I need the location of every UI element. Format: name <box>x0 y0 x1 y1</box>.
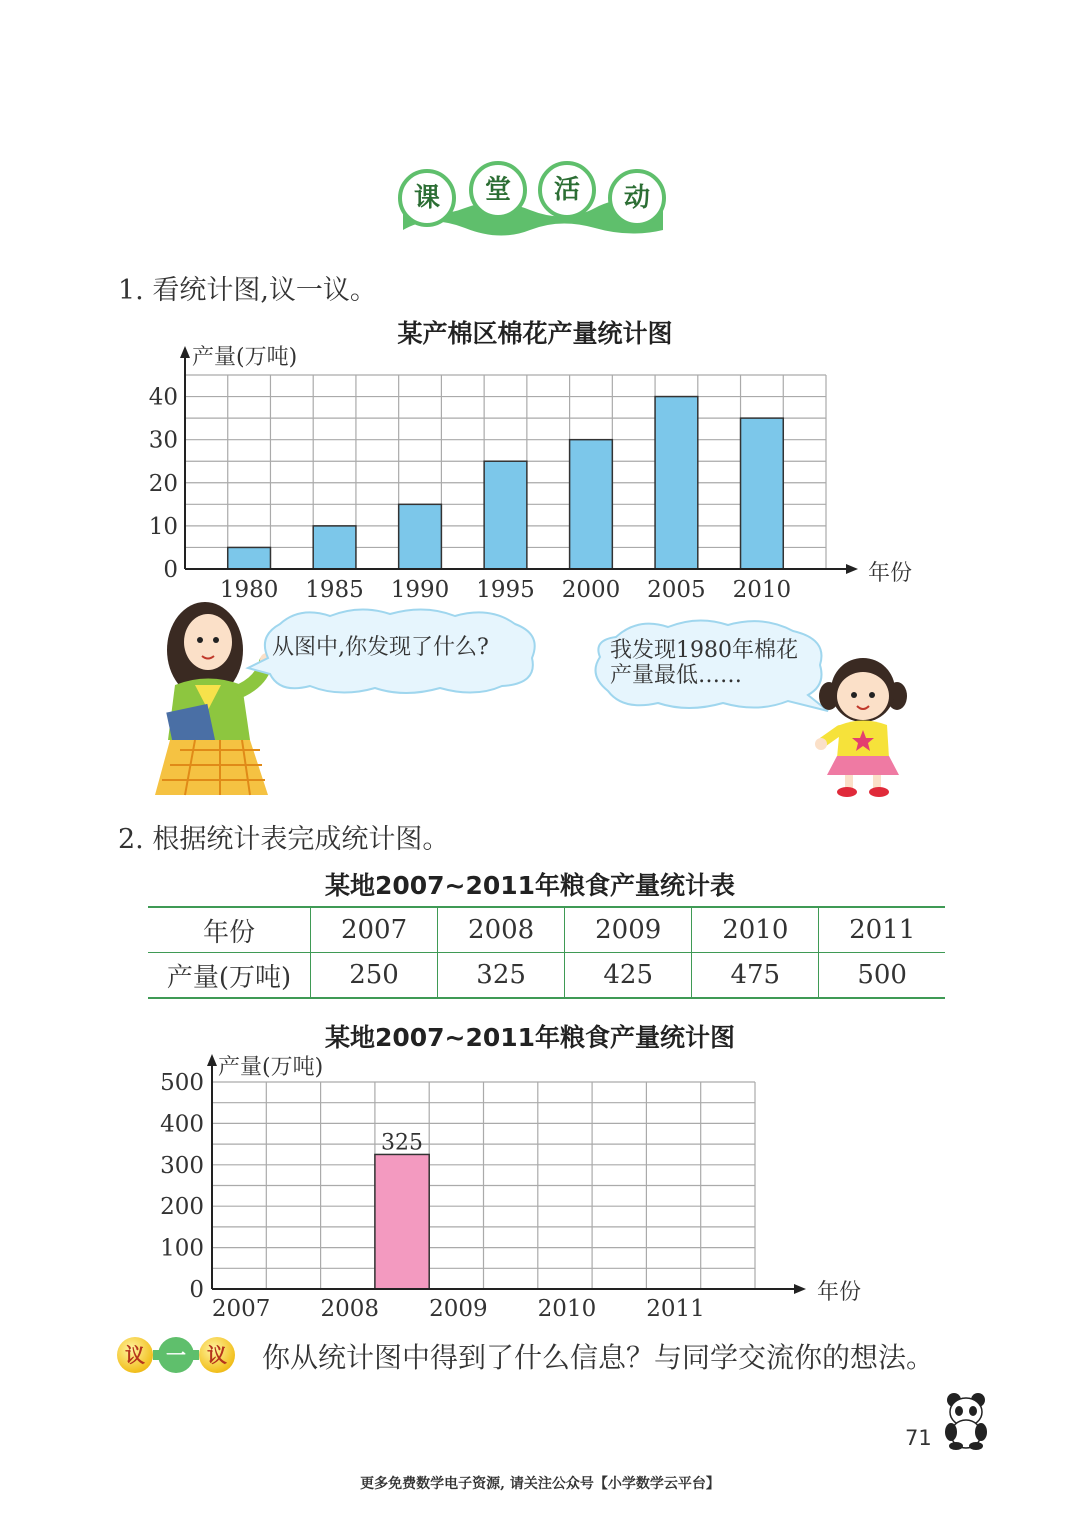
table-cell: 2009 <box>565 907 692 953</box>
y-tick-label: 300 <box>160 1152 204 1179</box>
cotton-y-unit: 产量(万吨) <box>192 345 298 370</box>
discuss-label <box>117 1335 235 1375</box>
teacher-speech-text: 从图中,你发现了什么? <box>272 635 489 660</box>
discuss-char: 议 <box>117 1337 153 1373</box>
table-row-label: 产量(万吨) <box>148 953 311 999</box>
panda-icon <box>942 1392 990 1450</box>
y-tick-label: 200 <box>160 1194 204 1221</box>
y-tick-label: 10 <box>148 513 178 540</box>
x-tick-label: 2008 <box>320 1296 380 1322</box>
banner-char: 动 <box>623 183 650 213</box>
grain-table-title: 某地2007~2011年粮食产量统计表 <box>324 871 736 900</box>
table-cell: 2008 <box>438 907 565 953</box>
x-tick-label: 1995 <box>476 577 535 603</box>
page-number: 71 <box>905 1426 932 1450</box>
x-axis-arrow <box>794 1284 806 1294</box>
y-tick-label: 400 <box>160 1111 204 1138</box>
y-axis-arrow <box>207 1054 217 1066</box>
table-cell: 2007 <box>311 907 438 953</box>
x-tick-label: 1990 <box>390 577 450 603</box>
x-tick-label: 2005 <box>647 577 706 603</box>
x-tick-label: 2007 <box>211 1296 271 1322</box>
grain-chart-title: 某地2007~2011年粮食产量统计图 <box>324 1023 736 1052</box>
x-tick-label: 2011 <box>646 1296 705 1322</box>
y-tick-label: 0 <box>163 557 178 583</box>
x-tick-label: 1985 <box>305 577 364 603</box>
table-cell: 475 <box>692 953 819 999</box>
x-tick-label: 1980 <box>219 577 279 603</box>
y-tick-label: 20 <box>148 470 178 497</box>
table-cell: 2010 <box>692 907 819 953</box>
question-2-heading: 2. 根据统计表完成统计图。 <box>118 824 450 855</box>
table-cell: 500 <box>819 953 945 999</box>
y-tick-label: 500 <box>160 1070 204 1096</box>
banner-char: 课 <box>413 183 440 213</box>
discuss-prompt: 你从统计图中得到了什么信息？与同学交流你的想法。 <box>262 1341 935 1374</box>
table-cell: 250 <box>311 953 438 999</box>
discuss-char: 一 <box>158 1337 194 1373</box>
y-tick-label: 40 <box>148 384 178 411</box>
table-cell: 425 <box>565 953 692 999</box>
table-cell: 325 <box>438 953 565 999</box>
question-1-heading: 1. 看统计图,议一议。 <box>118 275 377 306</box>
banner-char: 活 <box>553 175 580 205</box>
table-row-label: 年份 <box>148 907 311 953</box>
y-tick-label: 30 <box>148 427 178 454</box>
girl-speech-line2: 产量最低…… <box>610 663 743 688</box>
table-cell: 2011 <box>819 907 945 953</box>
x-tick-label: 2010 <box>537 1296 597 1322</box>
grain-x-unit: 年份 <box>817 1280 862 1305</box>
x-tick-label: 2010 <box>732 577 792 603</box>
y-tick-label: 0 <box>189 1277 204 1303</box>
banner-char: 堂 <box>484 175 511 205</box>
x-tick-label: 2009 <box>429 1296 488 1322</box>
grain-y-unit: 产量(万吨) <box>218 1055 324 1080</box>
data-label: 325 <box>381 1130 424 1156</box>
x-tick-label: 2000 <box>561 577 621 603</box>
girl-speech-line1: 我发现1980年棉花 <box>610 638 798 663</box>
y-tick-label: 100 <box>160 1235 204 1262</box>
footer-note: 更多免费数学电子资源, 请关注公众号【小学数学云平台】 <box>360 1476 720 1492</box>
bar <box>375 1154 429 1289</box>
cotton-x-unit: 年份 <box>868 561 913 586</box>
cotton-chart-title: 某产棉区棉花产量统计图 <box>397 319 673 348</box>
discuss-char: 议 <box>199 1337 235 1373</box>
